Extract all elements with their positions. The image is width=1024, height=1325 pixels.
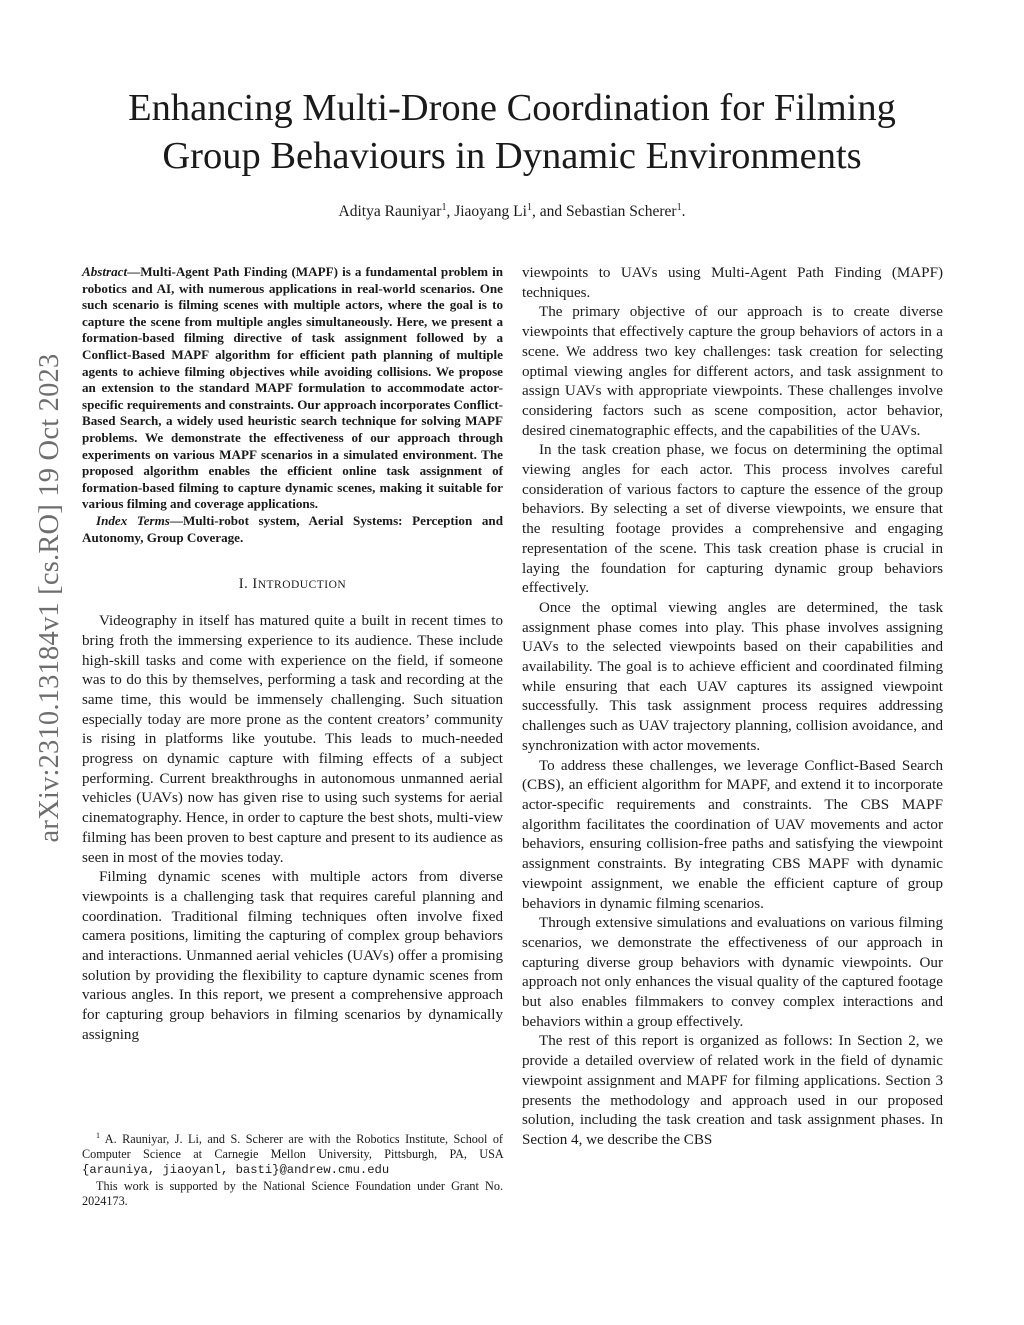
intro-paragraph-1: Videography in itself has matured quite a built in recent times to bring froth the immersing experience to its audience. These include high-skill tasks and come with experience on the field, if someone was to do this by themselves, performing a task and recording at the same time, this would be immensely challenging. Such situation especially today are more prone as the content creators’ community is rising in platforms like youtube. This leads to much-needed progress on dynamic capture with filming effects of a subject performing. Current breakthroughs in autonomous unmanned aerial vehicles (UAVs) now has given rise to using such systems for aerial cinematography. Hence, in order to capture the best shots, multi-view filming has been proven to best capture and present to its audience as seen in most of the movies today. xyxy=(82,613,503,866)
author-2: Jiaoyang Li xyxy=(454,203,527,221)
author-list: Aditya Rauniyar$^1$, Jiaoyang Li$^1$, and Sebastian Scherer$^1$. xyxy=(338,202,686,221)
abstract xyxy=(82,264,503,513)
right-paragraph-6: Through extensive simulations and evaluations on various filming scenarios, we demonstrate the effectiveness of our approach in capturing diverse group behaviors with dynamic viewpoints. Our approach not only enhances the visual quality of the captured footage but also enables filmmakers to convey complex interactions and behaviors within a group effectively. xyxy=(522,915,943,1030)
title-line-2: Group Behaviours in Dynamic Environments xyxy=(162,135,862,177)
abstract-label: Abstract xyxy=(82,264,128,279)
arxiv-identifier: arXiv:2310.13184v1 [cs.RO] 19 Oct 2023 xyxy=(34,353,65,843)
right-paragraph-5: To address these challenges, we leverage Conflict-Based Search (CBS), an efficient algorithm for MAPF, and extend it to incorporate actor-specific requirements and constraints. The CBS MAPF algorithm facilitates the coordination of UAV movements and actor behaviors, ensuring collision-free paths and satisfying the viewpoint assignment constraints. By integrating CBS MAPF with dynamic viewpoint assignment, we enable the efficient capture of group behaviors in dynamic filming scenarios. xyxy=(522,757,943,912)
right-paragraph-4: Once the optimal viewing angles are determined, the task assignment phase comes into play. This phase involves assigning UAVs to the selected viewpoints based on their capabilities and availability. The goal is to achieve efficient and coordinated filming while ensuring that each UAV captures its assigned viewpoint successfully. This task assignment process requires addressing challenges such as UAV trajectory planning, collision avoidance, and synchronization with actor movements. xyxy=(522,599,943,754)
right-paragraph-1: viewpoints to UAVs using Multi-Agent Path Finding (MAPF) techniques. xyxy=(522,265,943,301)
author-3: and Sebastian Scherer xyxy=(539,203,677,221)
right-column xyxy=(522,264,943,1151)
footnote-affiliation: $^1$ A. Rauniyar, J. Li, and S. Scherer are with the Robotics Institute, School of Computer Science at Carnegie Mellon University, Pittsburgh, PA, USA {arauniya, jiaoyanl, basti}@andrew.cmu.edu xyxy=(82,1131,503,1178)
right-paragraph-3: In the task creation phase, we focus on determining the optimal viewing angles for each actor. This process involves careful consideration of various factors to capture the essence of the group behaviors. By selecting a set of diverse viewpoints, we ensure that the resulting footage provides a comprehensive and engaging representation of the scene. This task creation phase is crucial in laying the foundation for capturing dynamic group behaviors effectively. xyxy=(522,442,943,597)
left-column xyxy=(82,264,503,1046)
paper-title xyxy=(60,84,964,180)
right-paragraph-7: The rest of this report is organized as follows: In Section 2, we provide a detailed overview of related work in the field of dynamic viewpoint assignment and MAPF for filming applications. Section 3 presents the methodology and approach used in our proposed solution, including the task creation and task assignment phases. In Section 4, we describe the CBS xyxy=(522,1033,943,1148)
abstract-text: —Multi-Agent Path Finding (MAPF) is a fundamental problem in robotics and AI, with numerous applications in real-world scenarios. One such scenario is filming scenes with multiple actors, where the goal is to capture the scene from multiple angles simultaneously. Here, we present a formation-based filming directive of task assignment followed by a Conflict-Based MAPF algorithm for efficient path planning of multiple agents to achieve filming objectives while avoiding collisions. We propose an extension to the standard MAPF formulation to accommodate actor-specific requirements and constraints. Our approach incorporates Conflict-Based Search, a widely used heuristic search technique for solving MAPF problems. We demonstrate the effectiveness of our approach through experiments on various MAPF scenarios in a simulated environment. The proposed algorithm enables the efficient online task assignment of formation-based filming to capture dynamic scenes, making it suitable for various filming and coverage applications. xyxy=(82,264,503,512)
right-paragraph-2: The primary objective of our approach is to create diverse viewpoints that effectively capture the group behaviors of actors in a scene. We address two key challenges: task creation for selecting optimal viewing angles for different actors, and task assignment to assign UAVs with appropriate viewpoints. These challenges involve considering factors such as scene composition, actor behavior, desired cinematographic effects, and the capabilities of the UAVs. xyxy=(522,304,943,439)
intro-paragraph-2: Filming dynamic scenes with multiple actors from diverse viewpoints is a challenging task that requires careful planning and coordination. Traditional filming techniques often involve fixed camera positions, limiting the capturing of complex group behaviors and interactions. Unmanned aerial vehicles (UAVs) offer a promising solution by providing the flexibility to capture dynamic scenes from various angles. In this report, we present a comprehensive approach for capturing group behaviors in filming scenarios by dynamically assigning xyxy=(82,869,503,1043)
title-line-1: Enhancing Multi-Drone Coordination for Filming xyxy=(128,87,896,129)
footnote-funding: This work is supported by the National Science Foundation under Grant No. 2024173. xyxy=(82,1178,503,1208)
footnote xyxy=(82,1128,503,1209)
index-terms-label: Index Terms xyxy=(96,512,170,528)
section-heading-introduction: I. INTRODUCTION xyxy=(238,576,347,593)
index-terms xyxy=(82,513,503,546)
author-emails: {arauniya, jiaoyanl, basti}@andrew.cmu.edu xyxy=(82,1163,390,1178)
index-terms-text: —Multi-robot system, Aerial Systems: Perception and Autonomy, Group Coverage. xyxy=(82,512,503,545)
author-1: Aditya Rauniyar xyxy=(338,203,442,221)
